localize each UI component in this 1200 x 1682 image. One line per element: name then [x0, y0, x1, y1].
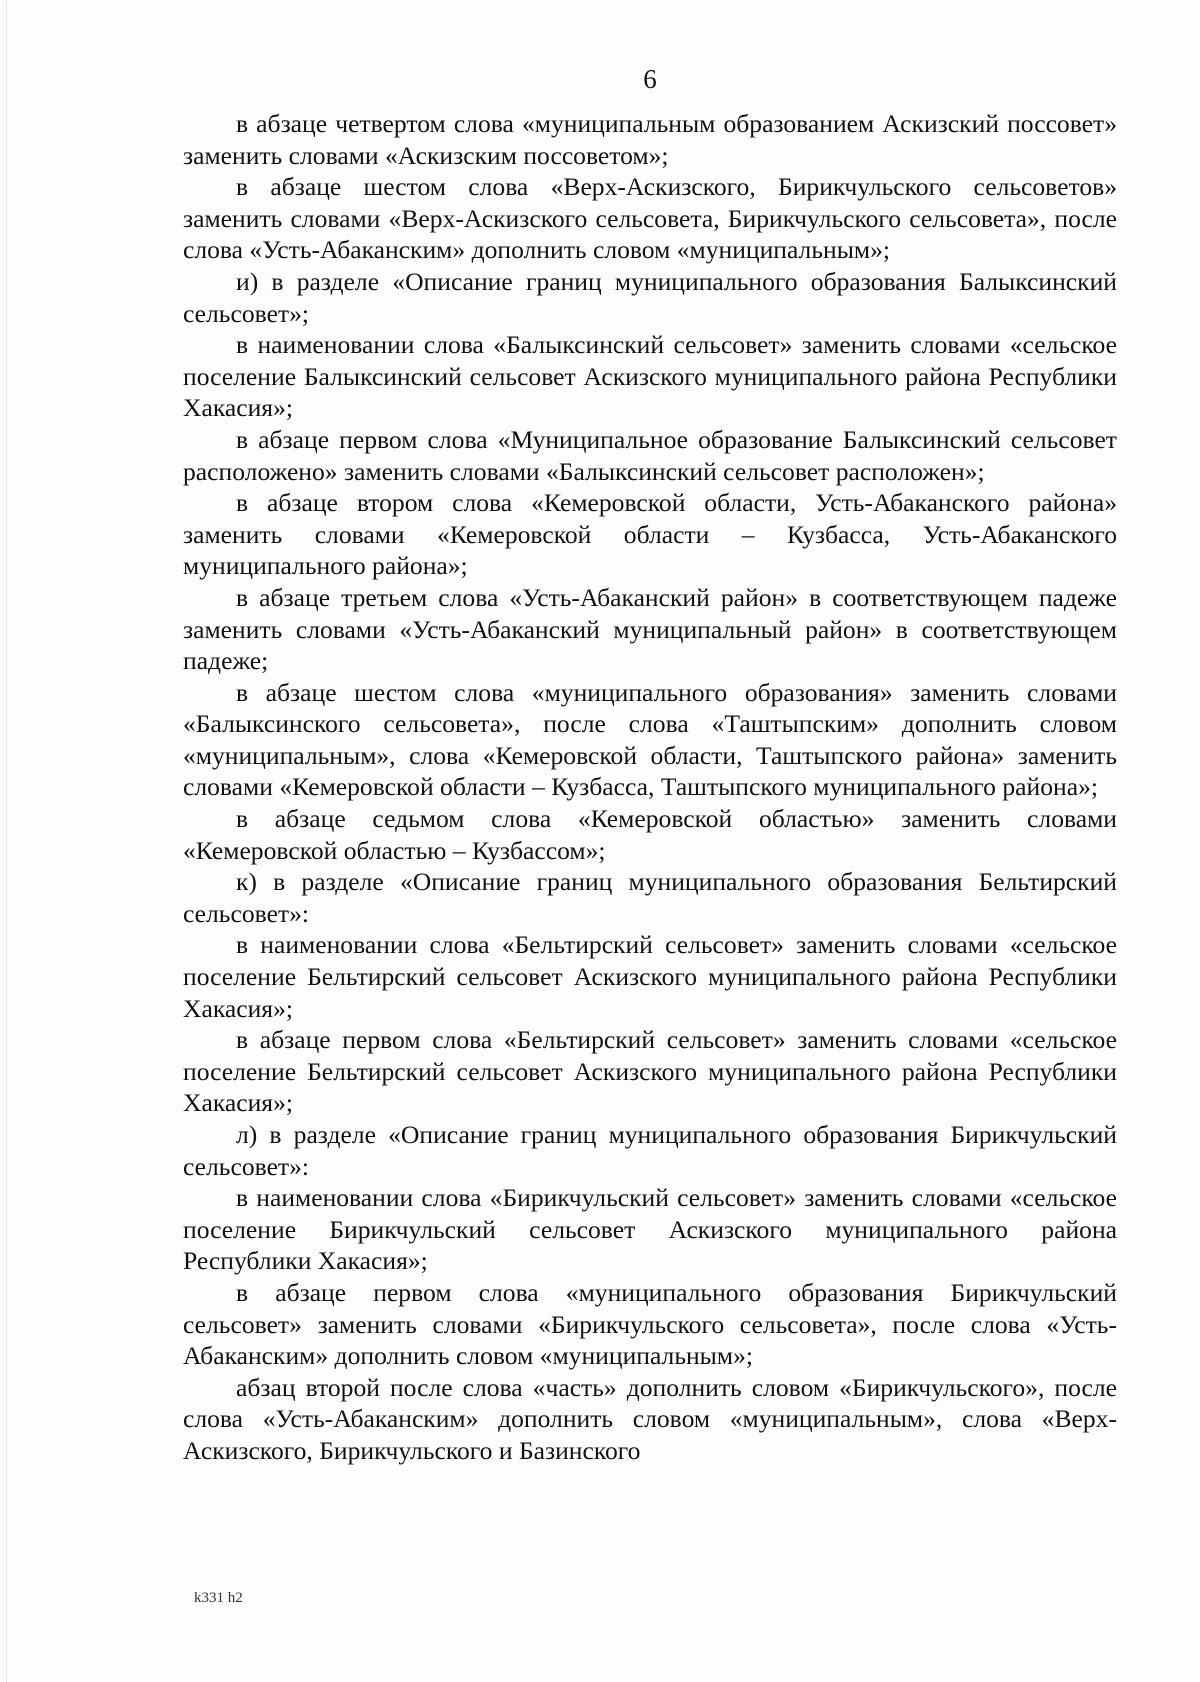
paragraph: в наименовании слова «Балыксинский сельсовет» заменить словами «сельское поселение Балыксинский сельсовет Аскизского муниципального района Республики Хакасия»; — [183, 330, 1117, 423]
document-body — [183, 108, 1117, 1467]
paragraph: в абзаце втором слова «Кемеровской области, Усть-Абаканского района» заменить словами «Кемеровской области – Кузбасса, Усть-Абаканского муниципального района»; — [183, 488, 1117, 581]
paragraph: к) в разделе «Описание границ муниципального образования Бельтирский сельсовет»: — [183, 867, 1117, 928]
paragraph: в наименовании слова «Бирикчульский сельсовет» заменить словами «сельское поселение Бирикчульский сельсовет Аскизского муниципального района Республики Хакасия»; — [183, 1183, 1117, 1276]
footer-document-code: k331 h2 — [194, 1590, 243, 1606]
paragraph: в абзаце седьмом слова «Кемеровской областью» заменить словами «Кемеровской областью – Кузбассом»; — [183, 804, 1117, 865]
paragraph: в наименовании слова «Бельтирский сельсовет» заменить словами «сельское поселение Бельтирский сельсовет Аскизского муниципального района Республики Хакасия»; — [183, 930, 1117, 1023]
paragraph: в абзаце первом слова «муниципального образования Бирикчульский сельсовет» заменить словами «Бирикчульского сельсовета», после слова «Усть-Абаканским» дополнить словом «муниципальным»; — [183, 1277, 1117, 1371]
paragraph: в абзаце четвертом слова «муниципальным образованием Аскизский поссовет» заменить словами «Аскизским поссоветом»; — [183, 109, 1117, 170]
paragraph: абзац второй после слова «часть» дополнить словом «Бирикчульского», после слова «Усть-Абаканским» дополнить словом «муниципальным», слова «Верх-Аскизского, Бирикчульского и Базинского — [183, 1372, 1117, 1465]
paragraph: в абзаце шестом слова «муниципального образования» заменить словами «Балыксинского сельсовета», после слова «Таштыпским» дополнить словом «муниципальным», слова «Кемеровской области, Таштыпского района» заменить словами «Кемеровской области – Кузбасса, Таштыпского муниципального района»; — [183, 677, 1117, 802]
paragraph: в абзаце первом слова «Муниципальное образование Балыксинский сельсовет расположено» заменить словами «Балыксинский сельсовет расположен»; — [183, 424, 1117, 486]
page-number: 6 — [643, 64, 657, 94]
paragraph: в абзаце первом слова «Бельтирский сельсовет» заменить словами «сельское поселение Бельтирский сельсовет Аскизского муниципального района Республики Хакасия»; — [183, 1025, 1117, 1118]
paragraph: и) в разделе «Описание границ муниципального образования Балыксинский сельсовет»; — [183, 266, 1117, 328]
scan-edge-line — [6, 0, 8, 1682]
paragraph: в абзаце третьем слова «Усть-Абаканский район» в соответствующем падеже заменить словами «Усть-Абаканский муниципальный район» в соответствующем падеже; — [183, 582, 1117, 676]
paragraph: л) в разделе «Описание границ муниципального образования Бирикчульский сельсовет»: — [183, 1120, 1117, 1181]
paragraph: в абзаце шестом слова «Верх-Аскизского, Бирикчульского сельсоветов» заменить словами «Верх-Аскизского сельсовета, Бирикчульского сельсовета», после слова «Усть-Абаканским» дополнить словом «муниципальным»; — [183, 172, 1117, 265]
